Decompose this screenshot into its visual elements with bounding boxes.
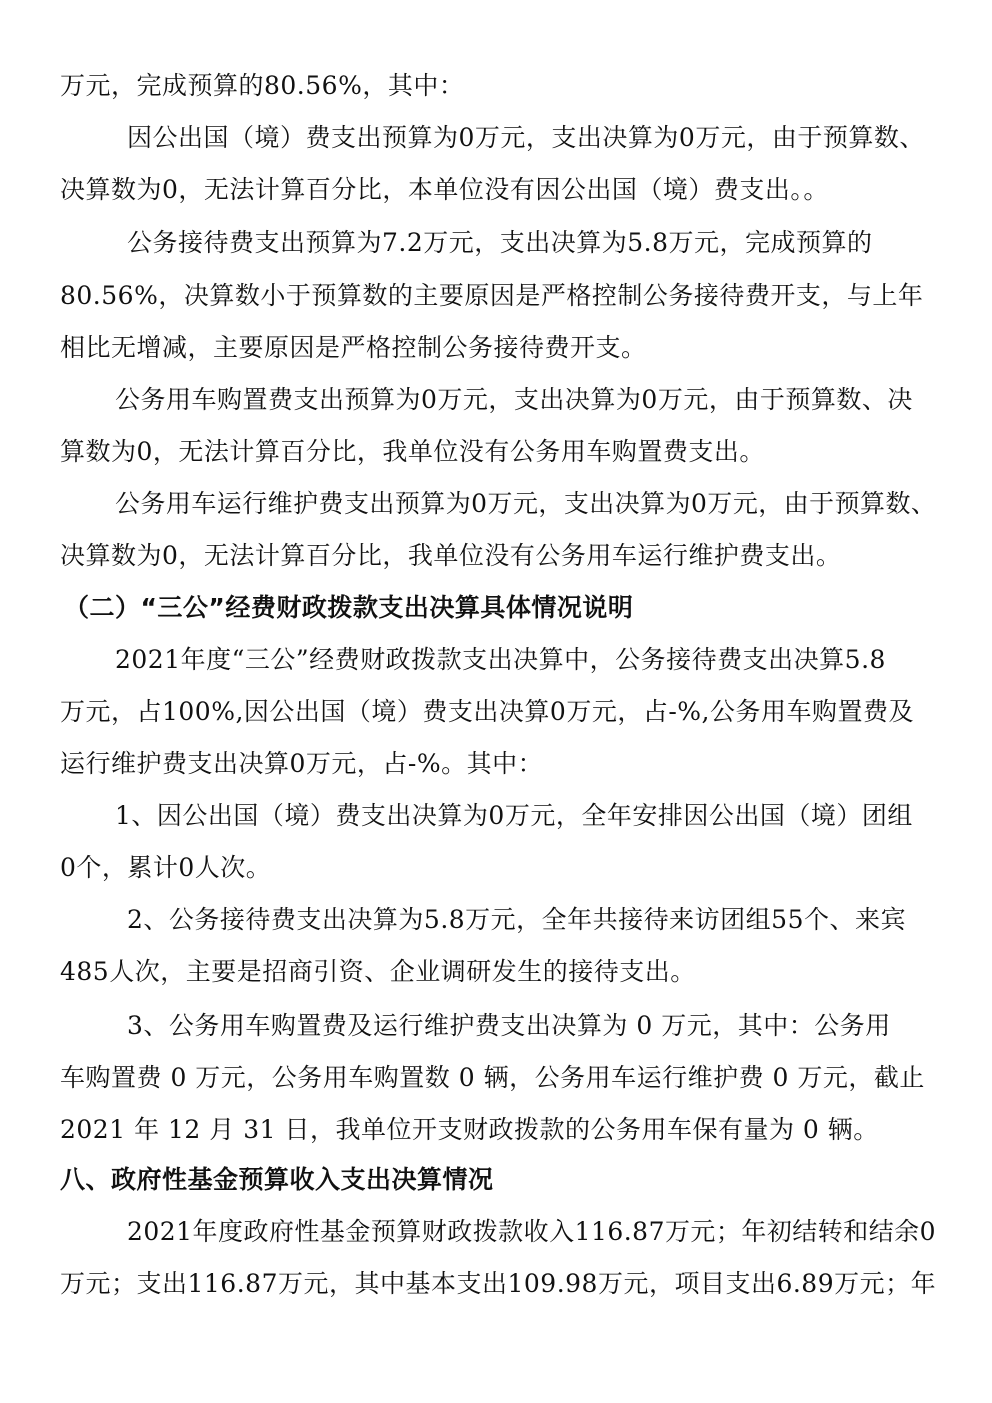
- text-line: 2、公务接待费支出决算为5.8万元，全年共接待来访团组55个、来宾: [127, 905, 906, 934]
- text-line: 万元，完成预算的80.56%，其中：: [60, 71, 465, 100]
- text-line: 车购置费 0 万元，公务用车购置数 0 辆，公务用车运行维护费 0 万元，截止: [60, 1063, 925, 1092]
- text-line: 0个，累计0人次。: [60, 853, 272, 882]
- section-heading: 八、政府性基金预算收入支出决算情况: [60, 1165, 494, 1194]
- text-line: 运行维护费支出决算0万元，占-%。其中：: [60, 749, 544, 778]
- text-line: 万元；支出116.87万元，其中基本支出109.98万元，项目支出6.89万元；年: [60, 1269, 937, 1298]
- text-line: 决算数为0，无法计算百分比，我单位没有公务用车运行维护费支出。: [60, 541, 842, 570]
- text-line: 80.56%，决算数小于预算数的主要原因是严格控制公务接待费开支，与上年: [60, 281, 924, 310]
- text-line: 因公出国（境）费支出预算为0万元，支出决算为0万元，由于预算数、: [127, 123, 925, 152]
- text-line: 485人次，主要是招商引资、企业调研发生的接待支出。: [60, 957, 696, 986]
- text-line: 公务用车运行维护费支出预算为0万元，支出决算为0万元，由于预算数、: [115, 489, 937, 518]
- text-line: 公务接待费支出预算为7.2万元，支出决算为5.8万元，完成预算的: [127, 228, 873, 257]
- text-line: 算数为0，无法计算百分比，我单位没有公务用车购置费支出。: [60, 437, 765, 466]
- text-line: 2021 年 12 月 31 日，我单位开支财政拨款的公务用车保有量为 0 辆。: [60, 1115, 879, 1144]
- text-line: 公务用车购置费支出预算为0万元，支出决算为0万元，由于预算数、决: [115, 385, 913, 414]
- text-line: 决算数为0，无法计算百分比，本单位没有因公出国（境）费支出。。: [60, 175, 829, 204]
- text-line: 3、公务用车购置费及运行维护费支出决算为 0 万元，其中：公务用: [127, 1011, 891, 1040]
- text-line: 1、因公出国（境）费支出决算为0万元，全年安排因公出国（境）团组: [115, 801, 913, 830]
- text-line: 万元，占100%,因公出国（境）费支出决算0万元，占-%,公务用车购置费及: [60, 697, 914, 726]
- text-line: 2021年度“三公”经费财政拨款支出决算中，公务接待费支出决算5.8: [115, 645, 886, 674]
- text-line: 2021年度政府性基金预算财政拨款收入116.87万元；年初结转和结余0: [127, 1217, 937, 1246]
- text-line: 相比无增减，主要原因是严格控制公务接待费开支。: [60, 333, 647, 362]
- section-heading: （二）“三公”经费财政拨款支出决算具体情况说明: [64, 593, 634, 622]
